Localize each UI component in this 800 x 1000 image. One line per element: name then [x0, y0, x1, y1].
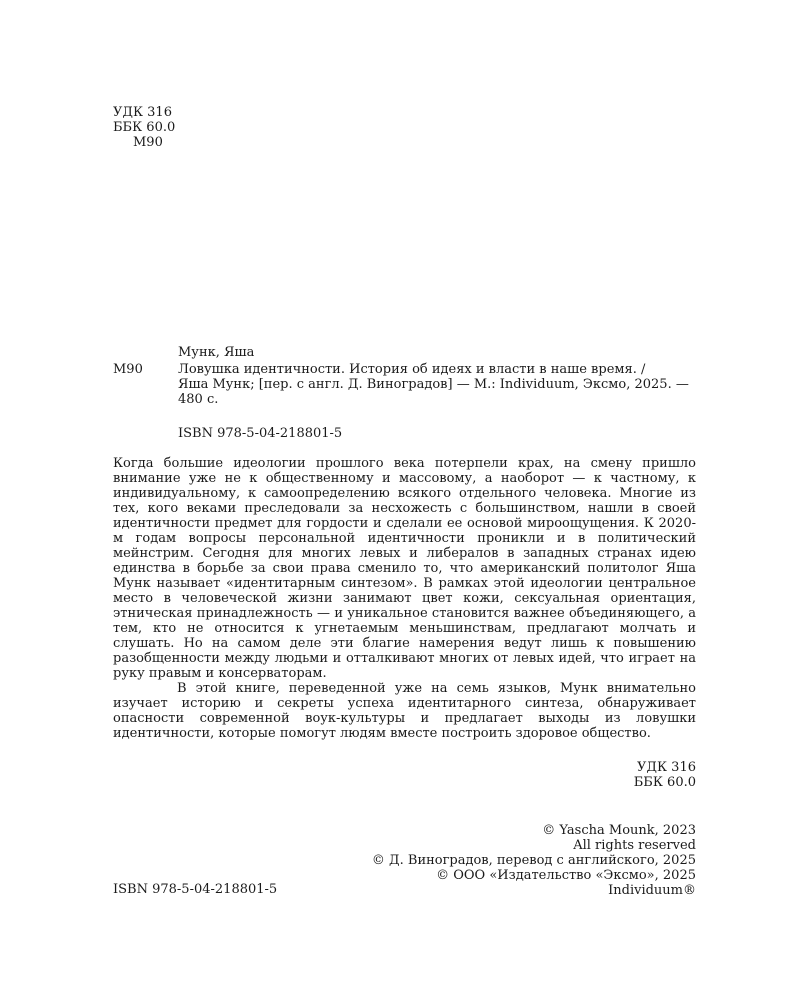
annotation	[113, 456, 696, 741]
biblio-pages-line: 480 с.	[178, 392, 219, 407]
annotation-paragraph-1: Когда большие идеологии прошлого века потерпели крах, на смену пришло внимание уже не к общественному и массовому, а наоборот — к частному, к индивидуальному, к самоопределению всякого отдельного человека. Многие из тех, кого веками преследовали за несхожесть с большинством, нашли в своей идентичности предмет для гордости и сделали ее основой мироощущения. К 2020-м годам вопросы персональной идентичности проникли и в политический мейнстрим. Сегодня для многих левых и либералов в западных странах идею единства в борьбе за свои права сменило то, что американский политолог Яша Мунк называет «идентитарным синтезом». В рамках этой идеологии центральное место в человеческой жизни занимают цвет кожи, сексуальная ориентация, этническая принадлежность — и уникальное становится важнее объединяющего, а тем, кто не относится к угнетаемым меньшинствам, предлагают молчать и слушать. Но на самом деле эти благие намерения ведут лишь к повышению разобщенности между людьми и отталкивают многих от левых идей, что играет на руку правым и консерваторам.	[113, 456, 696, 681]
copyright-line-3: © Д. Виноградов, перевод с английского, 2025	[371, 853, 696, 868]
biblio-publisher-line: Яша Мунк; [пер. с англ. Д. Виноградов] — М.: Individuum, Эксмо, 2025. —	[178, 377, 689, 392]
copyright-line-2: All rights reserved	[573, 838, 696, 853]
author-mark: М90	[133, 135, 163, 150]
author-heading: Мунк, Яша	[178, 345, 255, 360]
copyright-line-1: © Yascha Mounk, 2023	[542, 823, 696, 838]
bibliographic-description	[178, 362, 689, 407]
udk-code: УДК 316	[113, 105, 172, 120]
copyright-block	[372, 823, 696, 898]
copyright-line-5: Individuum®	[608, 883, 696, 898]
copyright-line-4: © ООО «Издательство «Эксмо», 2025	[436, 868, 696, 883]
author-mark-left: М90	[113, 362, 143, 377]
annotation-paragraph-2: В этой книге, переведенной уже на семь языков, Мунк внимательно изучает историю и секреты успеха идентитарного синтеза, обнаруживает опасности современной воук-культуры и предлагает выходы из ловушки идентичности, которые помогут людям вместе построить здоровое общество.	[113, 681, 696, 741]
isbn-center: ISBN 978-5-04-218801-5	[178, 426, 343, 441]
bbk-code: ББК 60.0	[113, 120, 176, 135]
isbn-bottom: ISBN 978-5-04-218801-5	[113, 882, 278, 897]
bbk-code-bottom: ББК 60.0	[633, 775, 696, 790]
classification-codes-bottom	[634, 760, 696, 790]
udk-code-bottom: УДК 316	[637, 760, 696, 775]
biblio-title-line: Ловушка идентичности. История об идеях и власти в наше время. /	[178, 362, 646, 377]
classification-codes-top	[113, 105, 175, 150]
